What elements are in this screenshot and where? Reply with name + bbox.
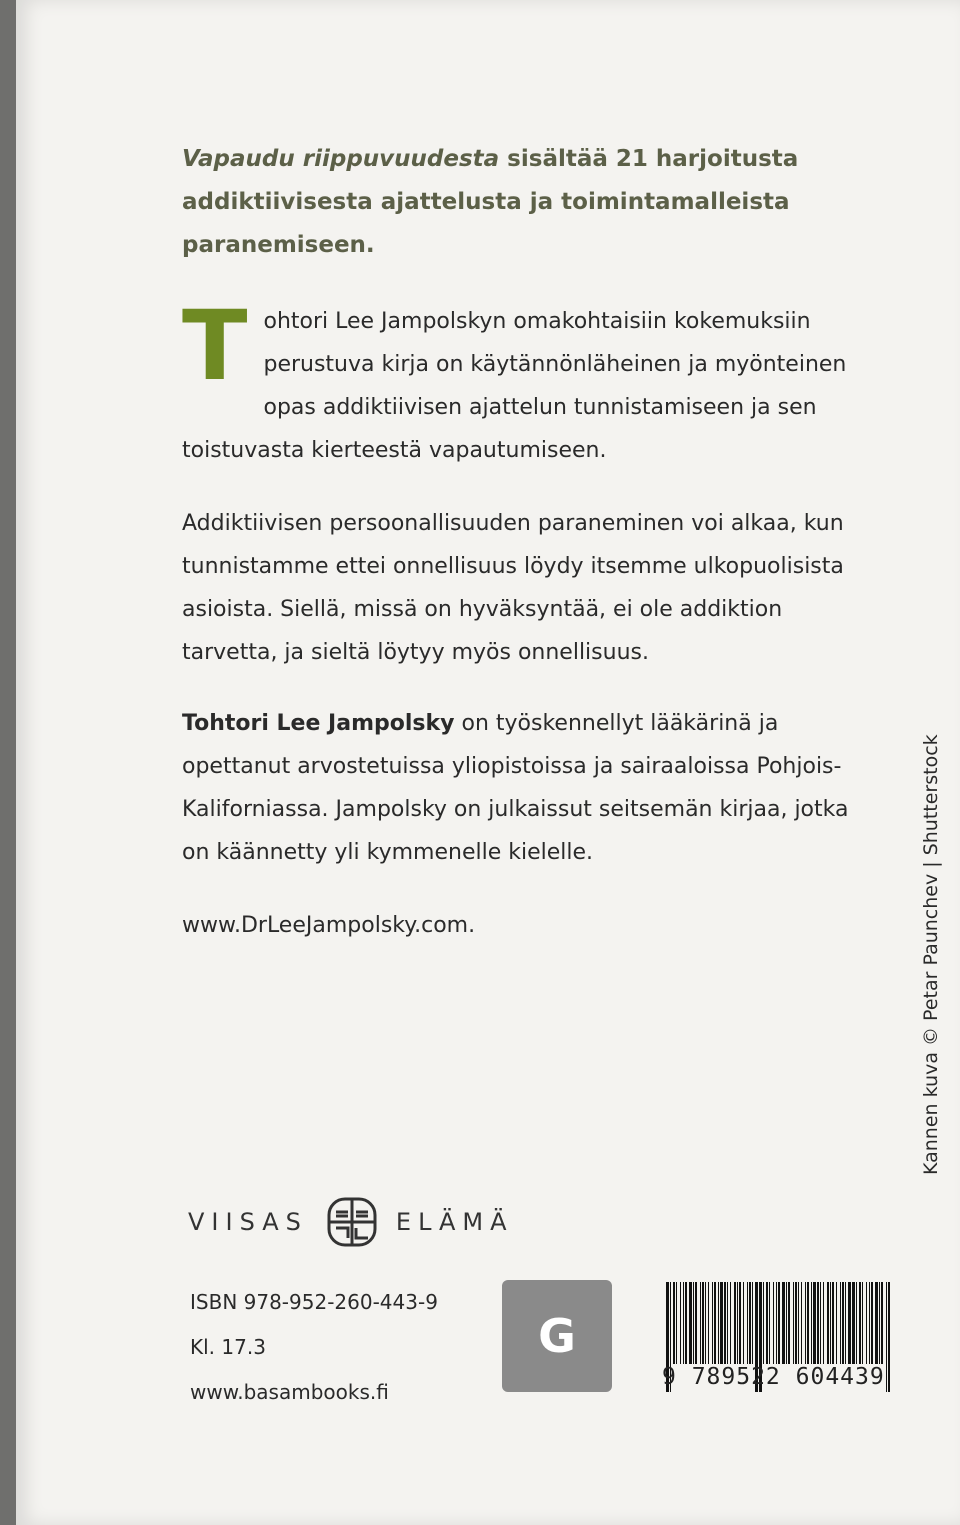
barcode-bar (708, 1282, 709, 1364)
series-logo-right: ELÄMÄ (395, 1208, 514, 1236)
author-bio: on työskennellyt lääkärinä ja opettanut arvostetuissa yliopistoissa ja sairaaloissa Pohjois-Kaliforniassa. Jampolsky on julkaissut seitsemän kirjaa, jotka on käännetty yli kymmenelle kielelle. (182, 711, 849, 865)
tagline-text: sisältää 21 harjoitusta addiktiivisesta ajattelusta ja toimintamalleista paranemiseen. (182, 146, 799, 258)
barcode-bar (700, 1282, 701, 1364)
barcode-bar (871, 1282, 873, 1364)
barcode-bar (693, 1282, 694, 1364)
barcode-bar (823, 1282, 824, 1364)
barcode-bar (832, 1282, 834, 1364)
barcode-bar (879, 1282, 880, 1364)
barcode-bar (866, 1282, 867, 1364)
barcode-bar (712, 1282, 713, 1364)
barcode-bar (820, 1282, 821, 1364)
barcode-bar (714, 1282, 716, 1364)
isbn: ISBN 978-952-260-443-9 (190, 1290, 438, 1314)
intro-paragraph (182, 290, 872, 472)
barcode-bar (813, 1282, 816, 1364)
barcode-bar (875, 1282, 878, 1364)
barcode-bar (747, 1282, 748, 1364)
barcode-bar (830, 1282, 831, 1364)
barcode-bar (702, 1282, 704, 1364)
barcode-bar (724, 1282, 726, 1364)
classification: Kl. 17.3 (190, 1335, 266, 1359)
author-paragraph (182, 702, 872, 874)
barcode-bar (798, 1282, 799, 1364)
barcode-bar (788, 1282, 790, 1364)
barcode-bar (856, 1282, 857, 1364)
g-badge: G (502, 1280, 612, 1392)
barcode-bar (734, 1282, 736, 1364)
book-back-cover (16, 0, 960, 1525)
photo-credit: Kannen kuva © Petar Paunchev | Shutterstock (920, 734, 942, 1175)
barcode-bar (763, 1282, 764, 1364)
barcode-bar (836, 1282, 837, 1364)
barcode-bar (749, 1282, 751, 1364)
barcode-bar (776, 1282, 777, 1364)
barcode-bar (811, 1282, 812, 1364)
emblem-icon (324, 1194, 380, 1250)
barcode-bar (752, 1282, 753, 1364)
dropcap: T (182, 290, 248, 402)
barcode-bar (881, 1282, 883, 1364)
barcode-bar (862, 1282, 863, 1364)
barcode-bar (773, 1282, 774, 1364)
publisher-url: www.basambooks.fi (190, 1380, 389, 1404)
barcode-bar (795, 1282, 797, 1364)
barcode-bar (778, 1282, 780, 1364)
barcode-bar (705, 1282, 706, 1364)
intro-text: ohtori Lee Jampolskyn omakohtaisiin kokemuksiin perustuva kirja on käytännönläheinen ja myönteinen opas addiktiivisen ajattelun tunnistamiseen ja sen toistuvasta kierteestä vapautumiseen. (182, 309, 847, 463)
barcode-bar (676, 1282, 677, 1364)
barcode-bar (685, 1282, 687, 1364)
book-title: Vapaudu riippuvuudesta (182, 146, 500, 172)
barcode-bar (859, 1282, 861, 1364)
description-paragraph: Addiktiivisen persoonallisuuden paraneminen voi alkaa, kun tunnistamme ettei onnellisuus löydy itsemme ulkopuolisista asioista. Siellä, missä on hyväksyntää, ei ole addiktion tarvetta, ja sieltä löytyy myös onnellisuus. (182, 511, 844, 665)
barcode-bar (769, 1282, 770, 1364)
barcode-bar (680, 1282, 681, 1364)
barcode-bar (801, 1282, 802, 1364)
barcode-bar (739, 1282, 741, 1364)
barcode-bar (689, 1282, 692, 1364)
barcode-bar (786, 1282, 787, 1364)
series-logo (188, 1192, 514, 1252)
series-logo-left: VIISAS (188, 1208, 308, 1236)
author-name: Tohtori Lee Jampolsky (182, 711, 455, 736)
barcode-bar (718, 1282, 719, 1364)
barcode-bar (817, 1282, 819, 1364)
publication-info (190, 1280, 438, 1415)
barcode-bar (782, 1282, 785, 1364)
barcode-bar (805, 1282, 806, 1364)
barcode-bar (807, 1282, 809, 1364)
barcode-bar (695, 1282, 697, 1364)
barcode-bar (827, 1282, 829, 1364)
barcode-bar (840, 1282, 841, 1364)
barcode-bar (727, 1282, 728, 1364)
barcode-bar (720, 1282, 723, 1364)
barcode-digits: 9 789522 604439 (662, 1364, 885, 1390)
barcode-bar (842, 1282, 844, 1364)
barcode-bar (730, 1282, 731, 1364)
barcode-bar (673, 1282, 675, 1364)
barcode-bar (845, 1282, 846, 1364)
tagline (182, 138, 822, 267)
barcode-bar (793, 1282, 794, 1364)
barcode-bar (766, 1282, 768, 1364)
barcode-bar (743, 1282, 744, 1364)
barcode-bar (683, 1282, 684, 1364)
barcode-bar (737, 1282, 738, 1364)
barcode-bar (852, 1282, 855, 1364)
author-website: www.DrLeeJampolsky.com. (182, 913, 476, 938)
barcode-bar (869, 1282, 870, 1364)
barcode-bar (848, 1282, 851, 1364)
